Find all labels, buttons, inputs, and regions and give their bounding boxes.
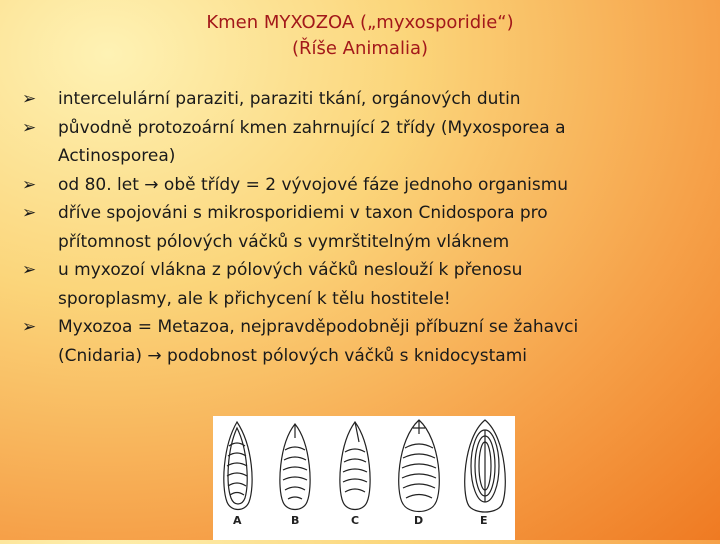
arrow-bullet-icon: ➢ [22,89,37,109]
bullet-item-2 [22,114,712,171]
title-line-2: (Říše Animalia) [291,38,429,59]
slide-title [0,10,720,62]
arrow-bullet-icon: ➢ [22,117,37,138]
bullet-list [22,85,712,370]
polar-capsule-drawings [213,416,515,540]
capsule-b-drawing [280,424,310,510]
capsule-c-drawing [340,422,370,510]
arrow-bullet-icon: ➢ [22,174,37,195]
bullet-item-1 [22,85,712,114]
capsule-d-drawing [399,420,440,512]
bullet-4-line-2: přítomnost pólových váčků s vymrštitelným vláknem [58,231,510,252]
bullet-item-4 [22,199,712,256]
bullet-6-line-2: (Cnidaria) → podobnost pólových váčků s knidocystami [58,345,528,366]
figure-label-a: A [233,514,242,527]
bullet-item-6 [22,313,712,370]
capsule-e-drawing [465,420,506,512]
bullet-item-5 [22,256,712,313]
figure-label-e: E [480,514,488,527]
polar-capsule-figure [213,416,515,540]
bullet-5-line-2: sporoplasmy, ale k přichycení k tělu hostitele! [58,288,451,309]
bullet-5-line-1: u myxozoí vlákna z pólových váčků neslouží k přenosu [58,260,523,280]
bullet-2-line-1: původně protozoární kmen zahrnující 2 třídy (Myxosporea a [58,117,566,138]
arrow-bullet-icon: ➢ [22,317,37,337]
figure-label-d: D [414,514,424,527]
figure-label-b: B [291,514,300,527]
figure-label-c: C [351,514,360,527]
bullet-2-line-2: Actinosporea) [58,146,176,166]
bullet-1-line-1: intercelulární paraziti, paraziti tkání, orgánových dutin [58,89,521,109]
title-line-1: Kmen MYXOZOA („myxosporidie“) [206,12,514,33]
arrow-bullet-icon: ➢ [22,203,37,223]
bullet-4-line-1: dříve spojováni s mikrosporidiemi v taxon Cnidospora pro [58,203,548,223]
bullet-6-line-1: Myxozoa = Metazoa, nejpravděpodobněji příbuzní se žahavci [58,317,579,337]
bullet-3-line-1: od 80. let → obě třídy = 2 vývojové fáze jednoho organismu [58,174,569,195]
capsule-a-drawing [224,422,252,510]
bullet-item-3 [22,171,712,200]
arrow-bullet-icon: ➢ [22,260,37,280]
